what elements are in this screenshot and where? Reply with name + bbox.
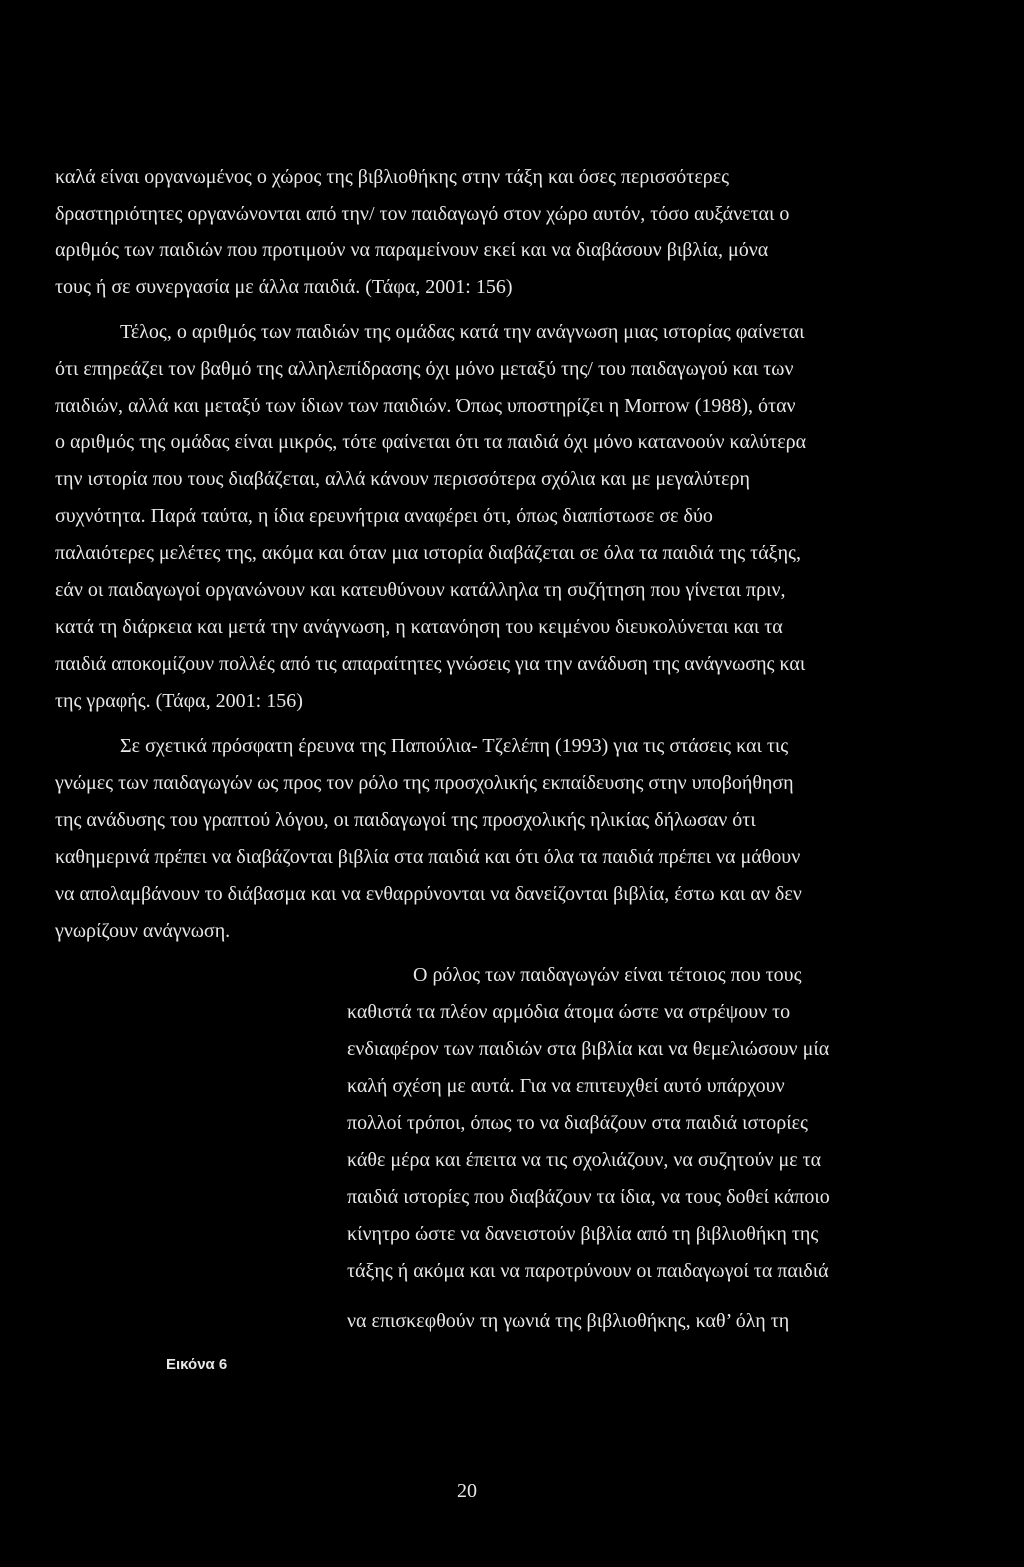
text-line: παλαιότερες μελέτες της, ακόμα και όταν μια ιστορία διαβάζεται σε όλα τα παιδιά της τάξης, [55, 542, 801, 564]
text-line: τους ή σε συνεργασία με άλλα παιδιά. (Τάφα, 2001: 156) [55, 276, 513, 298]
text-line: παιδιών, αλλά και μεταξύ των ίδιων των παιδιών. Όπως υποστηρίζει η Morrow (1988), όταν [55, 395, 796, 417]
text-line: γνώμες των παιδαγωγών ως προς τον ρόλο της προσχολικής εκπαίδευσης στην υποβοήθηση [55, 772, 794, 794]
text-line: ενδιαφέρον των παιδιών στα βιβλία και να θεμελιώσουν μία [347, 1038, 830, 1060]
text-line: της γραφής. (Τάφα, 2001: 156) [55, 690, 303, 712]
text-line: κατά τη διάρκεια και μετά την ανάγνωση, η κατανόηση του κειμένου διευκολύνεται και τα [55, 616, 783, 638]
text-line: γνωρίζουν ανάγνωση. [55, 920, 231, 942]
text-line: καλά είναι οργανωμένος ο χώρος της βιβλιοθήκης στην τάξη και όσες περισσότερες [55, 166, 730, 188]
text-line: Σε σχετικά πρόσφατη έρευνα της Παπούλια- Τζελέπη (1993) για τις στάσεις και τις [120, 735, 789, 757]
text-line: ο αριθμός της ομάδας είναι μικρός, τότε φαίνεται ότι τα παιδιά όχι μόνο κατανοούν καλύτερα [55, 431, 807, 453]
text-line: τάξης ή ακόμα και να παροτρύνουν οι παιδαγωγοί τα παιδιά [347, 1260, 829, 1282]
text-line: Τέλος, ο αριθμός των παιδιών της ομάδας κατά την ανάγνωση μιας ιστορίας φαίνεται [120, 321, 805, 343]
text-line: δραστηριότητες οργανώνονται από την/ τον παιδαγωγό στον χώρο αυτόν, τόσο αυξάνεται ο [55, 203, 790, 225]
text-line: παιδιά ιστορίες που διαβάζουν τα ίδια, να τους δοθεί κάποιο [347, 1186, 830, 1208]
text-line: κίνητρο ώστε να δανειστούν βιβλία από τη βιβλιοθήκη της [347, 1223, 819, 1245]
text-line: κάθε μέρα και έπειτα να τις σχολιάζουν, να συζητούν με τα [347, 1149, 822, 1171]
text-line: παιδιά αποκομίζουν πολλές από τις απαραίτητες γνώσεις για την ανάδυση της ανάγνωσης και [55, 653, 806, 675]
text-line: ότι επηρεάζει τον βαθμό της αλληλεπίδρασης όχι μόνο μεταξύ της/ του παιδαγωγού και των [55, 358, 794, 380]
text-line: Ο ρόλος των παιδαγωγών είναι τέτοιος που τους [413, 964, 802, 986]
text-line: πολλοί τρόποι, όπως το να διαβάζουν στα παιδιά ιστορίες [347, 1112, 808, 1134]
text-line: εάν οι παιδαγωγοί οργανώνουν και κατευθύνουν κατάλληλα τη συζήτηση που γίνεται πριν, [55, 579, 786, 601]
text-line: της ανάδυσης του γραπτού λόγου, οι παιδαγωγοί της προσχολικής ηλικίας δήλωσαν ότι [55, 809, 756, 831]
text-line: να επισκεφθούν τη γωνιά της βιβλιοθήκης, καθ’ όλη τη [347, 1310, 790, 1332]
text-line: συχνότητα. Παρά ταύτα, η ίδια ερευνήτρια αναφέρει ότι, όπως διαπίστωσε σε δύο [55, 505, 713, 527]
text-line: την ιστορία που τους διαβάζεται, αλλά κάνουν περισσότερα σχόλια και με μεγαλύτερη [55, 468, 750, 490]
page-number: 20 [457, 1480, 477, 1502]
text-line: αριθμός των παιδιών που προτιμούν να παραμείνουν εκεί και να διαβάσουν βιβλία, μόνα [55, 239, 769, 261]
text-line: καλή σχέση με αυτά. Για να επιτευχθεί αυτό υπάρχουν [347, 1075, 785, 1097]
figure-caption: Εικόνα 6 [166, 1356, 228, 1373]
text-line: καθιστά τα πλέον αρμόδια άτομα ώστε να στρέψουν το [347, 1001, 791, 1023]
text-line: να απολαμβάνουν το διάβασμα και να ενθαρρύνονται να δανείζονται βιβλία, έστω και αν δεν [55, 883, 802, 905]
text-line: καθημερινά πρέπει να διαβάζονται βιβλία στα παιδιά και ότι όλα τα παιδιά πρέπει να μάθουν [55, 846, 801, 868]
